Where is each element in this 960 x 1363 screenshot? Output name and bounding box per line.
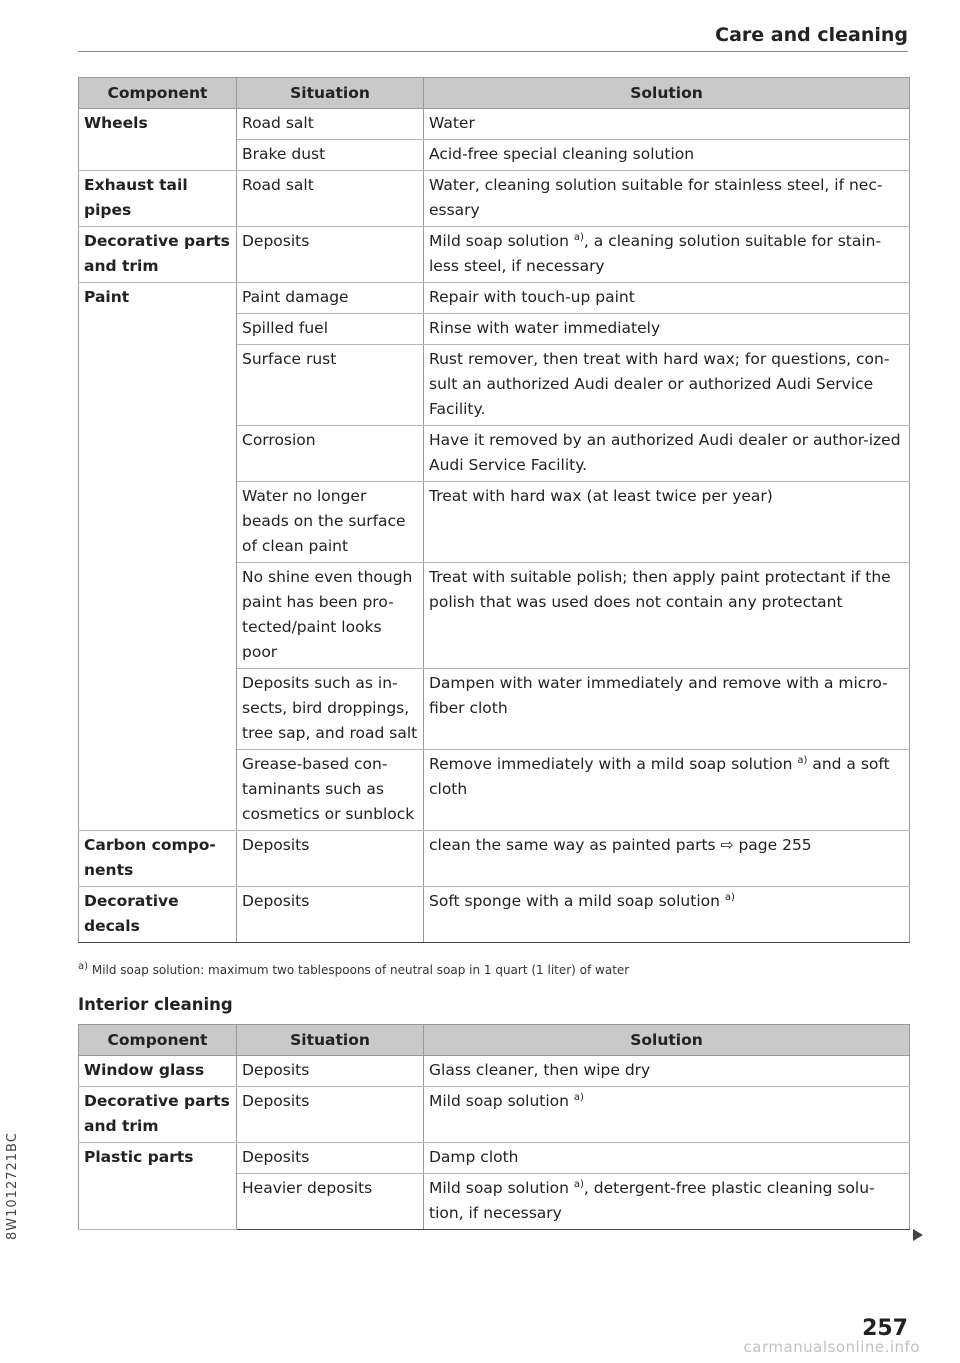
situation-cell: Deposits: [237, 1056, 424, 1087]
table-row: [79, 109, 910, 140]
situation-cell: Water no longer beads on the surface of clean paint: [237, 482, 424, 563]
solution-cell: Have it removed by an authorized Audi dealer or author-ized Audi Service Facility.: [424, 426, 910, 482]
situation-cell: Road salt: [237, 171, 424, 227]
solution-cell: Glass cleaner, then wipe dry: [424, 1056, 910, 1087]
situation-cell: Heavier deposits: [237, 1174, 424, 1230]
component-cell: Window glass: [79, 1056, 237, 1087]
component-cell: Decorative parts and trim: [79, 1087, 237, 1143]
solution-cell: Dampen with water immediately and remove with a micro-fiber cloth: [424, 669, 910, 750]
table-row: [79, 1087, 910, 1143]
table-row: [79, 227, 910, 283]
solution-cell: Damp cloth: [424, 1143, 910, 1174]
column-header-situation: Situation: [237, 78, 424, 109]
column-header-component: Component: [79, 78, 237, 109]
solution-cell: Acid-free special cleaning solution: [424, 140, 910, 171]
table-row: [79, 171, 910, 227]
component-cell: Decorative decals: [79, 887, 237, 943]
situation-cell: No shine even though paint has been pro-tected/paint looks poor: [237, 563, 424, 669]
header-divider: [78, 51, 908, 52]
table-header-row: [79, 78, 910, 109]
situation-cell: Grease-based con-taminants such as cosmetics or sunblock: [237, 750, 424, 831]
table-header-row: [79, 1025, 910, 1056]
column-header-situation: Situation: [237, 1025, 424, 1056]
table-row: [79, 1143, 910, 1174]
footnote: $^{a)}$ Mild soap solution: maximum two tablespoons of neutral soap in 1 quart (1 liter) of water: [78, 961, 630, 977]
solution-cell: Water, cleaning solution suitable for stainless steel, if nec-essary: [424, 171, 910, 227]
watermark: carmanualsonline.info: [743, 1338, 920, 1356]
component-cell: Decorative parts and trim: [79, 227, 237, 283]
situation-cell: Deposits: [237, 1143, 424, 1174]
situation-cell: Deposits: [237, 227, 424, 283]
table-row: [79, 887, 910, 943]
situation-cell: Deposits: [237, 887, 424, 943]
column-header-solution: Solution: [424, 78, 910, 109]
solution-cell-page-link[interactable]: clean the same way as painted parts ⇨ page 255: [424, 831, 910, 887]
page-header-title: Care and cleaning: [715, 24, 908, 46]
component-cell: Paint: [79, 283, 237, 831]
column-header-component: Component: [79, 1025, 237, 1056]
solution-cell: Water: [424, 109, 910, 140]
component-cell: Carbon compo-nents: [79, 831, 237, 887]
column-header-solution: Solution: [424, 1025, 910, 1056]
triangle-right-icon: [913, 1229, 923, 1241]
document-code: 8W1012721BC: [5, 1132, 20, 1240]
situation-cell: Spilled fuel: [237, 314, 424, 345]
table-row: [79, 831, 910, 887]
section-heading-interior: Interior cleaning: [78, 995, 233, 1014]
solution-cell: Treat with suitable polish; then apply paint protectant if the polish that was used does not contain any protectant: [424, 563, 910, 669]
solution-cell: Soft sponge with a mild soap solution $^{a)}$: [424, 887, 910, 943]
situation-cell: Paint damage: [237, 283, 424, 314]
solution-cell: Treat with hard wax (at least twice per year): [424, 482, 910, 563]
situation-cell: Surface rust: [237, 345, 424, 426]
interior-cleaning-table: [78, 1024, 910, 1230]
exterior-cleaning-table: [78, 77, 910, 943]
solution-cell: Remove immediately with a mild soap solution $^{a)}$ and a soft cloth: [424, 750, 910, 831]
solution-cell: Rinse with water immediately: [424, 314, 910, 345]
table-row: [79, 1056, 910, 1087]
solution-cell: Rust remover, then treat with hard wax; for questions, con-sult an authorized Audi dealer or authorized Audi Service Facility.: [424, 345, 910, 426]
solution-cell: Mild soap solution $^{a)}$: [424, 1087, 910, 1143]
solution-cell: Mild soap solution $^{a)}$, a cleaning solution suitable for stain-less steel, if necessary: [424, 227, 910, 283]
situation-cell: Deposits: [237, 1087, 424, 1143]
situation-cell: Deposits: [237, 831, 424, 887]
component-cell: Plastic parts: [79, 1143, 237, 1230]
component-cell: Exhaust tail pipes: [79, 171, 237, 227]
component-cell: Wheels: [79, 109, 237, 171]
situation-cell: Corrosion: [237, 426, 424, 482]
page-number: 257: [862, 1316, 908, 1341]
solution-cell: Repair with touch-up paint: [424, 283, 910, 314]
situation-cell: Road salt: [237, 109, 424, 140]
situation-cell: Deposits such as in-sects, bird droppings, tree sap, and road salt: [237, 669, 424, 750]
situation-cell: Brake dust: [237, 140, 424, 171]
table-row: [79, 283, 910, 314]
solution-cell: Mild soap solution $^{a)}$, detergent-free plastic cleaning solu-tion, if necessary: [424, 1174, 910, 1230]
